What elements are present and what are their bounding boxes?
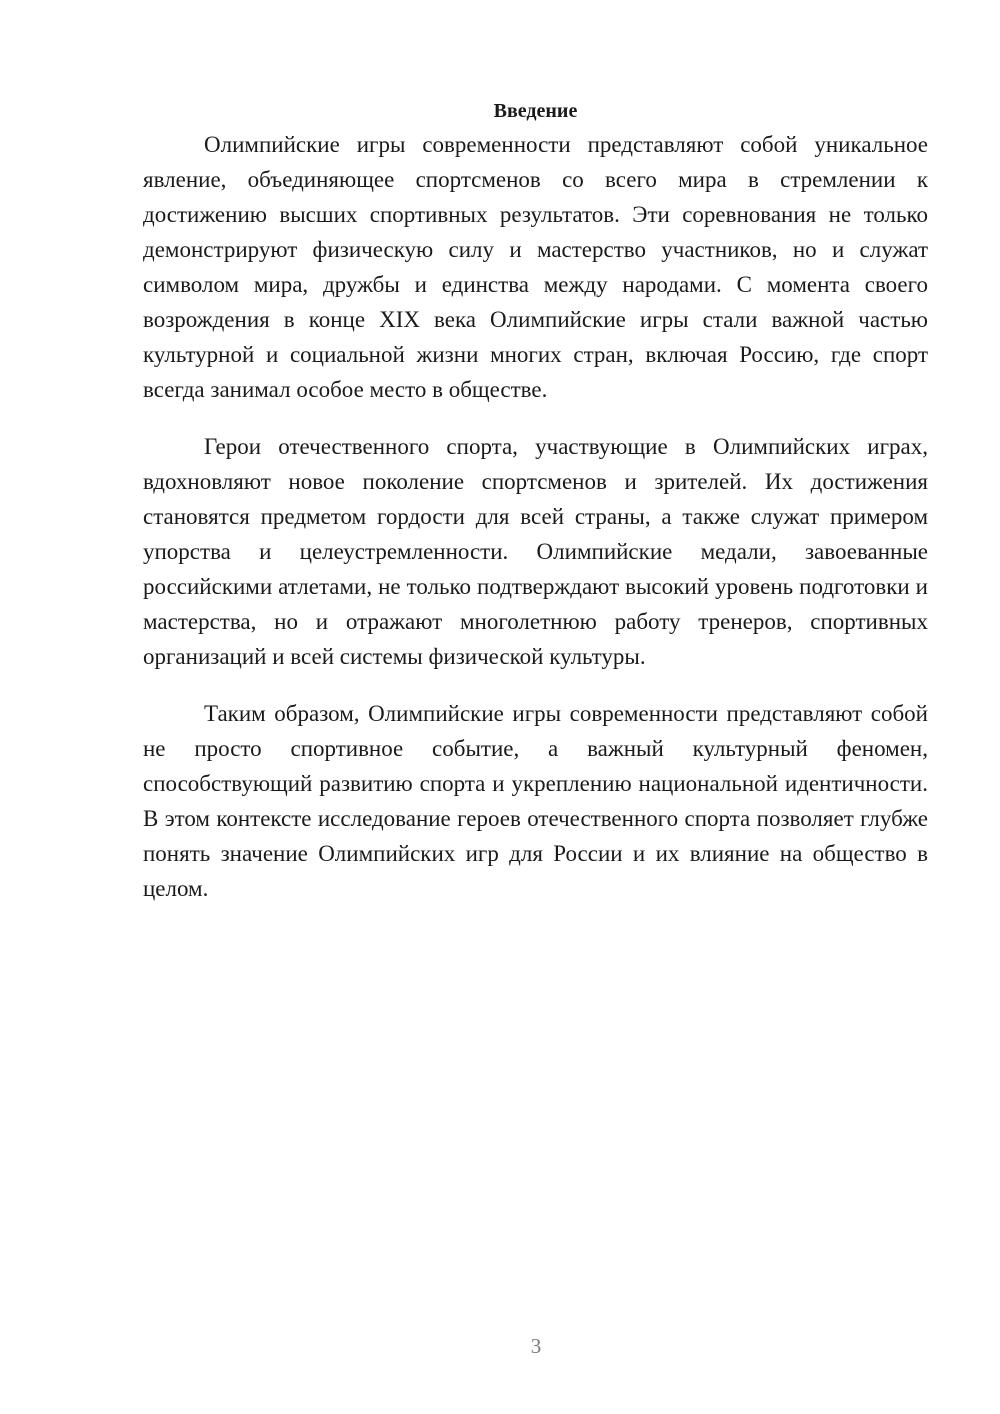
paragraph-intro: Олимпийские игры современности представляют собой уникальное явление, объединяющее спортсменов со всего мира в стремлении к достижению высших спортивных результатов. Эти соревнования не только демонстрируют физическую силу и мастерство участников, но и служат символом мира, дружбы и единства между народами. С момента своего возрождения в конце XIX века Олимпийские игры стали важной частью культурной и социальной жизни многих стран, включая Россию, где спорт всегда занимал особое место в обществе.	[143, 132, 928, 402]
page-number: 3	[530, 1334, 542, 1358]
paragraph-heroes: Герои отечественного спорта, участвующие в Олимпийских играх, вдохновляют новое поколение спортсменов и зрителей. Их достижения становятся предметом гордости для всей страны, а также служат примером упорства и целеустремленности. Олимпийские медали, завоеванные российскими атлетами, не только подтверждают высокий уровень подготовки и мастерства, но и отражают многолетнюю работу тренеров, спортивных организаций и всей системы физической культуры.	[143, 434, 928, 669]
page-content	[143, 95, 928, 906]
paragraph-conclusion: Таким образом, Олимпийские игры современности представляют собой не просто спортивное событие, а важный культурный феномен, способствующий развитию спорта и укреплению национальной идентичности. В этом контексте исследование героев отечественного спорта позволяет глубже понять значение Олимпийских игр для России и их влияние на общество в целом.	[143, 701, 928, 901]
section-title: Введение	[493, 100, 578, 122]
